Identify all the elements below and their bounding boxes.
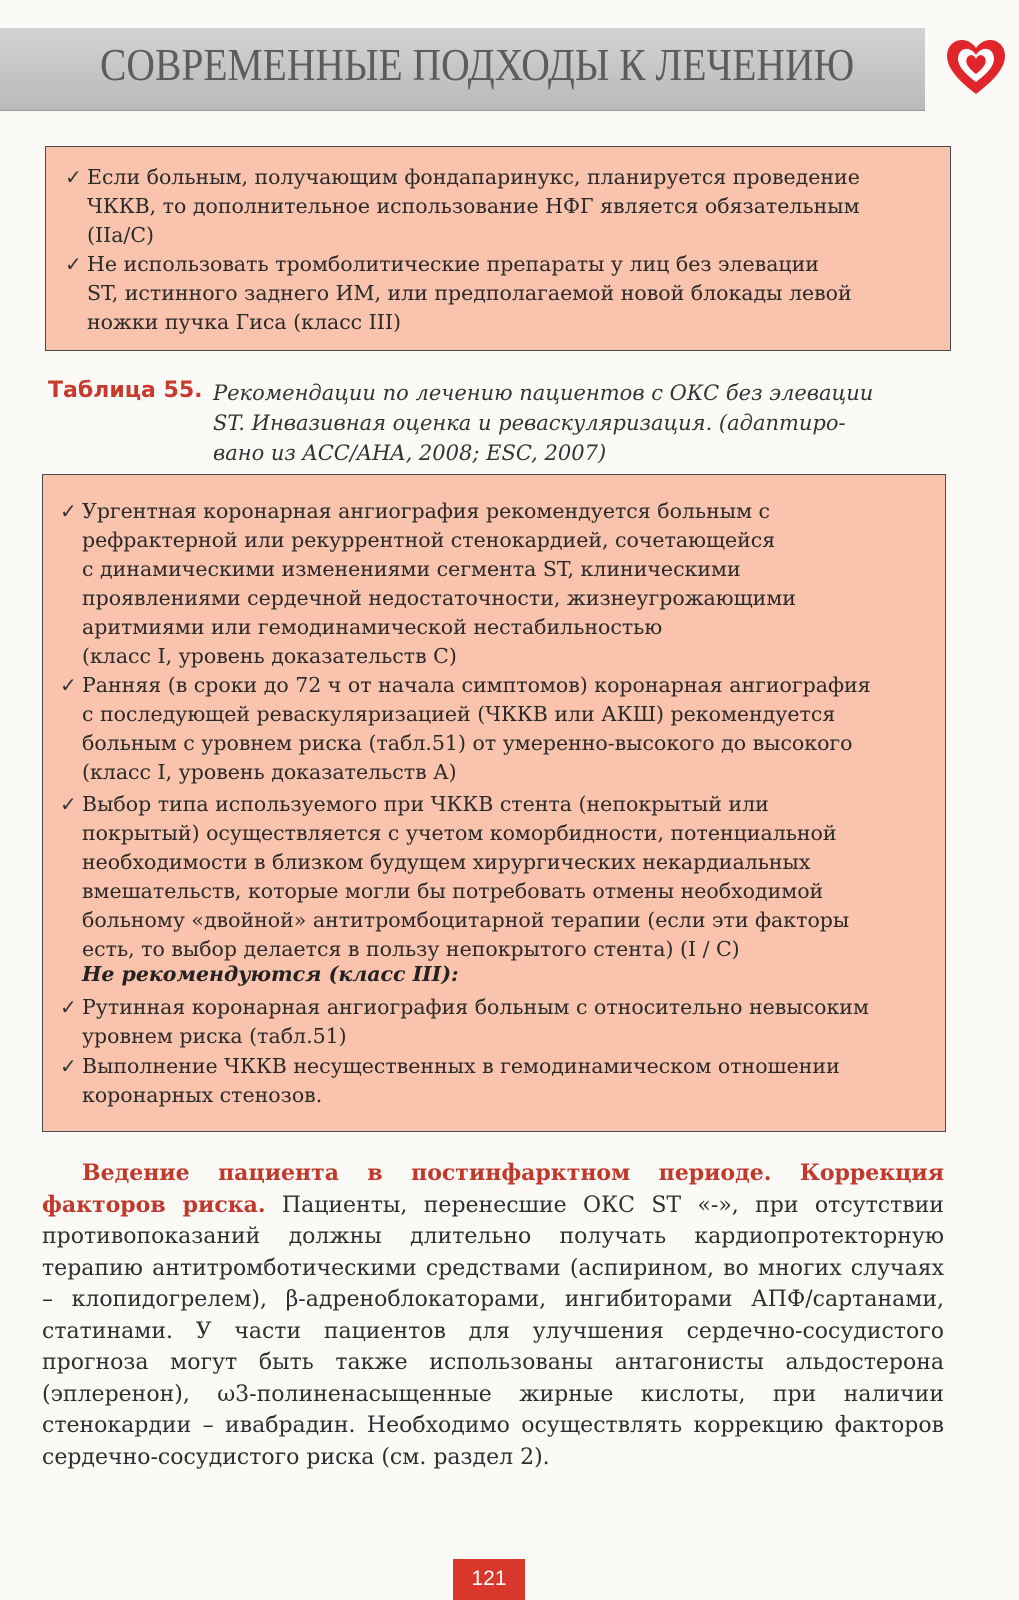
paragraph-body: Пациенты, перенесшие ОКС ST «-», при отсутствии противопоказаний должны длительно получать кардиопротекторную терапию антитромботическими средствами (аспирином, во многих случаях – клопидогрелем), β-адреноблокаторами, ингибиторами АПФ/сартанами, статинами. У части пациентов для улучшения сердечно-сосудистого прогноза могут быть также использованы антагонисты альдостерона (эплеренон), ω3-полиненасыщенные жирные кислоты, при наличии стенокардии – ивабрадин. Необходимо осуществлять коррекцию факторов сердечно-сосудистого риска (см. раздел 2). (42, 1192, 944, 1470)
list-item-text: Выполнение ЧККВ несущественных в гемодинамическом отношении коронарных стенозов. (82, 1054, 840, 1107)
list-item-text: Рутинная коронарная ангиография больным с относительно невысоким уровнем риска (табл.51) (82, 995, 869, 1048)
list-item (60, 497, 932, 671)
checkmark-icon: ✓ (65, 252, 82, 276)
list-item (60, 790, 932, 964)
list-item (65, 163, 932, 250)
checkmark-icon: ✓ (60, 1054, 77, 1078)
paragraph-lead: Ведение пациента в постинфарктном периоде. Коррекция факторов риска. (42, 1160, 944, 1218)
checkmark-icon: ✓ (60, 995, 77, 1019)
list-item-text: Ранняя (в сроки до 72 ч от начала симптомов) коронарная ангиография с последующей реваскуляризацией (ЧККВ или АКШ) рекомендуется больным с уровнем риска (табл.51) от умеренно-высокого до высокого (класс I, уровень доказательств А) (82, 673, 871, 784)
list-item (60, 993, 932, 1051)
list-item-text: Выбор типа используемого при ЧККВ стента (непокрытый или покрытый) осуществляется с учетом коморбидности, потенциальной необходимости в близком будущем хирургических некардиальных вмешательств, которые могли бы потребовать отмены необходимой больному «двойной» антитромбоцитарной терапии (если эти факторы есть, то выбор делается в пользу непокрытого стента) (I / C) (82, 792, 850, 961)
chapter-title: СОВРЕМЕННЫЕ ПОДХОДЫ К ЛЕЧЕНИЮ (100, 39, 855, 90)
list-item (60, 1052, 932, 1110)
list-item (60, 671, 932, 787)
page-number: 121 (453, 1559, 525, 1600)
chapter-header-bar (0, 28, 925, 111)
checkmark-icon: ✓ (60, 792, 77, 816)
list-item (65, 250, 932, 337)
checkmark-icon: ✓ (60, 673, 77, 697)
list-item-text: Если больным, получающим фондапаринукс, планируется проведение ЧККВ, то дополнительное использование НФГ является обязательным (IIa/C) (87, 165, 860, 247)
checkmark-icon: ✓ (65, 165, 82, 189)
table-caption: Рекомендации по лечению пациентов с ОКС без элевации ST. Инвазивная оценка и реваскуляризация. (адаптиро- вано из ACC/AHA, 2008; ESC, 2007) (213, 381, 874, 465)
list-item-text: Ургентная коронарная ангиография рекомендуется больным с рефрактерной или рекуррентной стенокардией, сочетающейся с динамическими изменениями сегмента ST, клиническими проявлениями сердечной недостаточности, жизнеугрожающими аритмиями или гемодинамической нестабильностью (класс I, уровень доказательств С) (82, 499, 796, 668)
not-recommended-heading: Не рекомендуются (класс III): (82, 962, 459, 986)
heart-icon (940, 30, 1012, 102)
checkmark-icon: ✓ (60, 499, 77, 523)
list-item-text: Не использовать тромболитические препараты у лиц без элевации ST, истинного заднего ИМ, или предполагаемой новой блокады левой ножки пучка Гиса (класс III) (87, 252, 852, 334)
body-paragraph (42, 1158, 944, 1473)
table-label: Таблица 55. (48, 378, 203, 403)
